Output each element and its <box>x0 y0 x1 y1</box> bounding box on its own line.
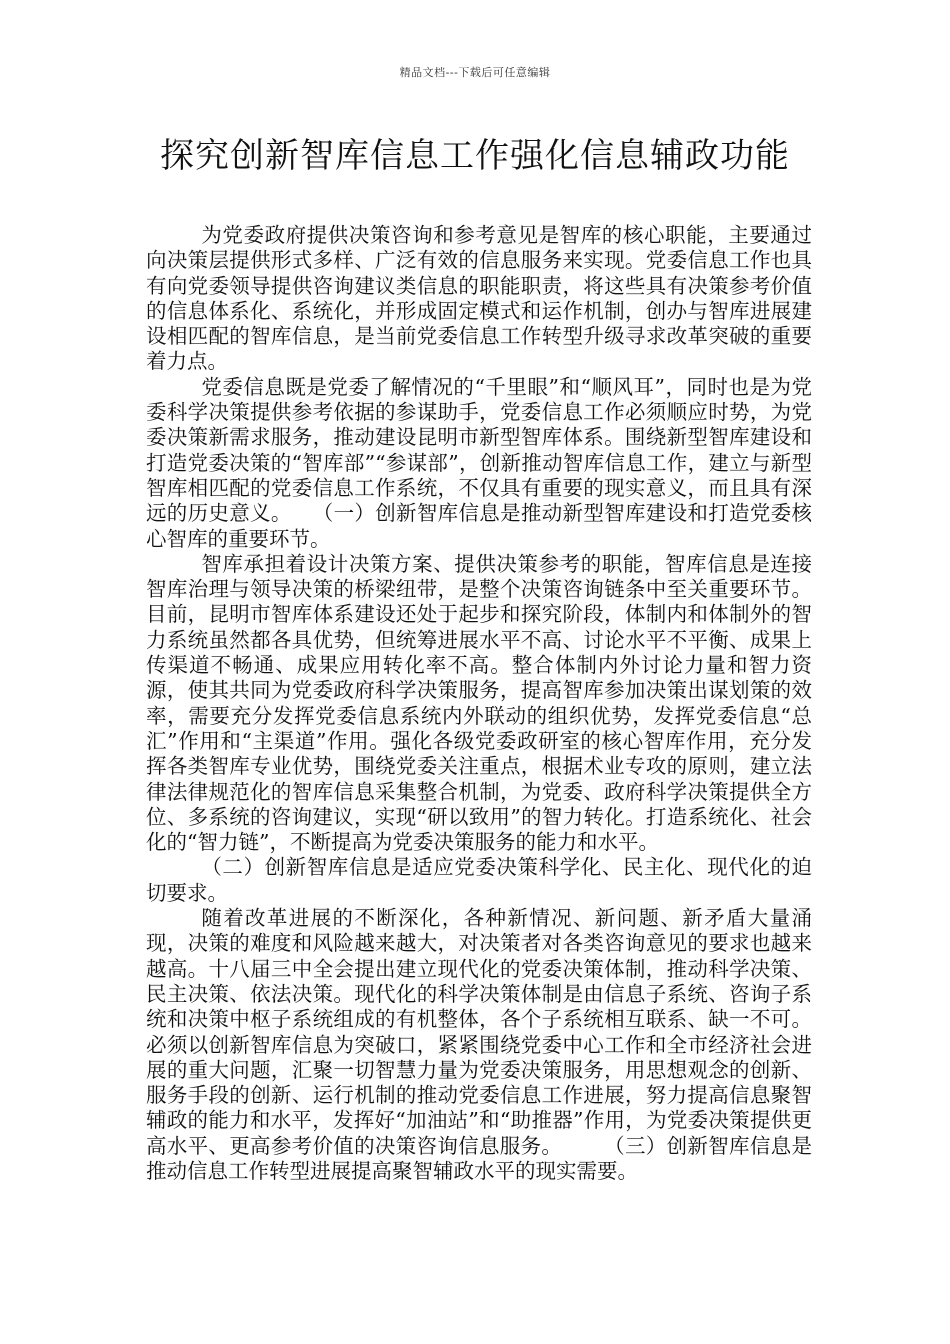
header-note: 精品文档---下载后可任意编辑 <box>399 66 551 79</box>
paragraph-2: 党委信息既是党委了解情况的“千里眼”和“顺风耳”，同时也是为党委科学决策提供参考依据的参谋助手，党委信息工作必须顺应时势，为党委决策新需求服务，推动建设昆明市新型智库体系。围绕新型智库建设和打造党委决策的“智库部”“参谋部”，创新推动智库信息工作，建立与新型智库相匹配的党委信息工作系统，不仅具有重要的现实意义，而且具有深远的历史意义。 （一）创新智库信息是推动新型智库建设和打造党委核心智库的重要环节。 <box>146 374 812 551</box>
paragraph-3: 智库承担着设计决策方案、提供决策参考的职能，智库信息是连接智库治理与领导决策的桥梁纽带，是整个决策咨询链条中至关重要环节。目前，昆明市智库体系建设还处于起步和探究阶段，体制内和体制外的智力系统虽然都各具优势，但统筹进展水平不高、讨论水平不平衡、成果上传渠道不畅通、成果应用转化率不高。整合体制内外讨论力量和智力资源，使其共同为党委政府科学决策服务，提高智库参加决策出谋划策的效率，需要充分发挥党委信息系统内外联动的组织优势，发挥党委信息“总汇”作用和“主渠道”作用。强化各级党委政研室的核心智库作用，充分发挥各类智库专业优势，围绕党委关注重点，根据术业专攻的原则，建立法律法律规范化的智库信息采集整合机制，为党委、政府科学决策提供全方位、多系统的咨询建议，实现“研以致用”的智力转化。打造系统化、社会化的“智力链”，不断提高为党委决策服务的能力和水平。 <box>146 551 812 855</box>
paragraph-5: 随着改革进展的不断深化，各种新情况、新问题、新矛盾大量涌现，决策的难度和风险越来越大，对决策者对各类咨询意见的要求也越来越高。十八届三中全会提出建立现代化的党委决策体制，推动科学决策、民主决策、依法决策。现代化的科学决策体制是由信息子系统、咨询子系统和决策中枢子系统组成的有机整体，各个子系统相互联系、缺一不可。必须以创新智库信息为突破口，紧紧围绕党委中心工作和全市经济社会进展的重大问题，汇聚一切智慧力量为党委决策服务，用思想观念的创新、服务手段的创新、运行机制的推动党委信息工作进展，努力提高信息聚智辅政的能力和水平，发挥好“加油站”和“助推器”作用，为党委决策提供更高水平、更高参考价值的决策咨询信息服务。 （三）创新智库信息是推动信息工作转型进展提高聚智辅政水平的现实需要。 <box>146 906 812 1183</box>
document-body <box>146 223 812 1184</box>
paragraph-4: （二）创新智库信息是适应党委决策科学化、民主化、现代化的迫切要求。 <box>146 855 812 905</box>
paragraph-1: 为党委政府提供决策咨询和参考意见是智库的核心职能，主要通过向决策层提供形式多样、广泛有效的信息服务来实现。党委信息工作也具有向党委领导提供咨询建议类信息的职能职责，将这些具有决策参考价值的信息体系化、系统化，并形成固定模式和运作机制，创办与智库进展建设相匹配的智库信息，是当前党委信息工作转型升级寻求改革突破的重要着力点。 <box>146 223 812 374</box>
document-title: 探究创新智库信息工作强化信息辅政功能 <box>160 136 790 176</box>
